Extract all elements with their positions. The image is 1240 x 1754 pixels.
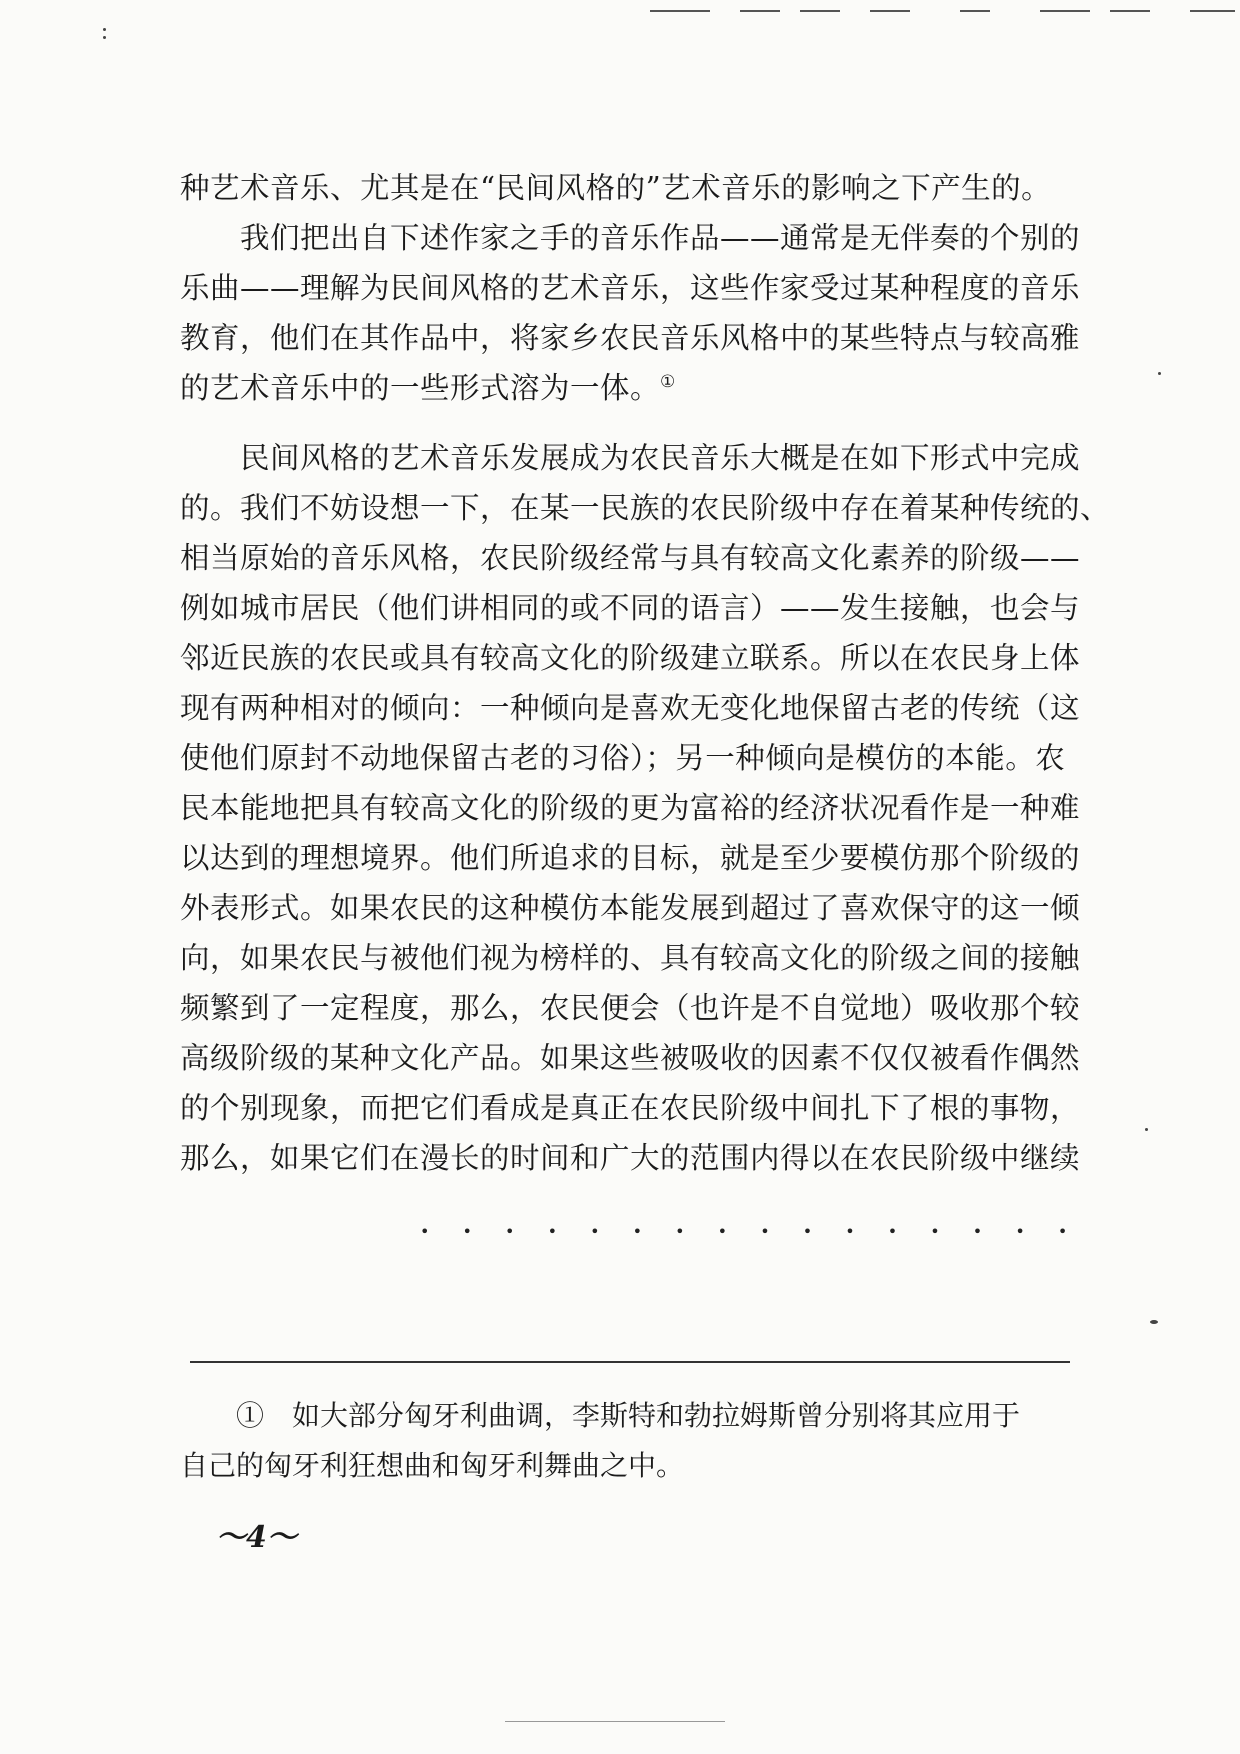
footnote-marker: ①: [660, 372, 676, 393]
footnote-line: 自己的匈牙利狂想曲和匈牙利舞曲之中。: [180, 1449, 685, 1482]
text-line-fragment: 的艺术音乐中的一些形式溶为一体。: [180, 371, 661, 405]
text-line: 邻近民族的农民或具有较高文化的阶级建立联系。所以在农民身上体: [180, 641, 1081, 675]
scan-speck: [1145, 1128, 1148, 1131]
text-line: 种艺术音乐、尤其是在“民间风格的”艺术音乐的影响之下产生的。: [180, 171, 1052, 205]
footnote-divider: [190, 1361, 1070, 1363]
scan-speck: [1150, 1320, 1158, 1324]
text-line: 民本能地把具有较高文化的阶级的更为富裕的经济状况看作是一种难: [180, 791, 1081, 825]
text-line: 频繁到了一定程度，那么，农民便会（也许是不自觉地）吸收那个较: [180, 991, 1081, 1025]
scan-dash: [650, 10, 710, 12]
scan-dash: [740, 10, 780, 12]
text-line: 的。我们不妨设想一下，在某一民族的农民阶级中存在着某种传统的、: [180, 491, 1111, 525]
scan-bottom-line: [505, 1721, 725, 1722]
text-line: 那么，如果它们在漫长的时间和广大的范围内得以在农民阶级中继续: [180, 1141, 1081, 1175]
scan-dash: [1190, 10, 1235, 12]
text-line: [180, 368, 1080, 408]
text-line: 使他们原封不动地保留古老的习俗）；另一种倾向是模仿的本能。农: [180, 741, 1066, 775]
emphasis-dots: • • • • • • • • • • • • • • • •: [420, 1222, 1082, 1241]
text-line: 例如城市居民（他们讲相同的或不同的语言）——发生接触，也会与: [180, 591, 1081, 625]
text-line: 民间风格的艺术音乐发展成为农民音乐大概是在如下形式中完成: [180, 441, 1081, 475]
text-line: 乐曲——理解为民间风格的艺术音乐，这些作家受过某种程度的音乐: [180, 271, 1081, 305]
scan-dash: [960, 10, 990, 12]
scan-dash: [1040, 10, 1090, 12]
text-line: 现有两种相对的倾向：一种倾向是喜欢无变化地保留古老的传统（这: [180, 691, 1081, 725]
text-line: 向，如果农民与被他们视为榜样的、具有较高文化的阶级之间的接触: [180, 941, 1081, 975]
scan-dash: [800, 10, 840, 12]
text-line: 外表形式。如果农民的这种模仿本能发展到超过了喜欢保守的这一倾: [180, 891, 1081, 925]
page-number: ～4～: [216, 1520, 297, 1555]
scan-speck: [103, 28, 106, 31]
text-line: 教育，他们在其作品中，将家乡农民音乐风格中的某些特点与较高雅: [180, 321, 1081, 355]
text-line: 高级阶级的某种文化产品。如果这些被吸收的因素不仅仅被看作偶然: [180, 1041, 1081, 1075]
text-line: 的个别现象，而把它们看成是真正在农民阶级中间扎下了根的事物，: [180, 1091, 1081, 1125]
text-line: 以达到的理想境界。他们所追求的目标，就是至少要模仿那个阶级的: [180, 841, 1081, 875]
scan-speck: [1158, 372, 1161, 375]
footnote-line: ① 如大部分匈牙利曲调，李斯特和勃拉姆斯曾分别将其应用于: [180, 1399, 1021, 1432]
scan-dash: [1110, 10, 1150, 12]
text-line: 相当原始的音乐风格，农民阶级经常与具有较高文化素养的阶级——: [180, 541, 1081, 575]
text-line: 我们把出自下述作家之手的音乐作品——通常是无伴奏的个别的: [180, 221, 1081, 255]
scan-dash: [870, 10, 910, 12]
scan-speck: [103, 36, 106, 39]
